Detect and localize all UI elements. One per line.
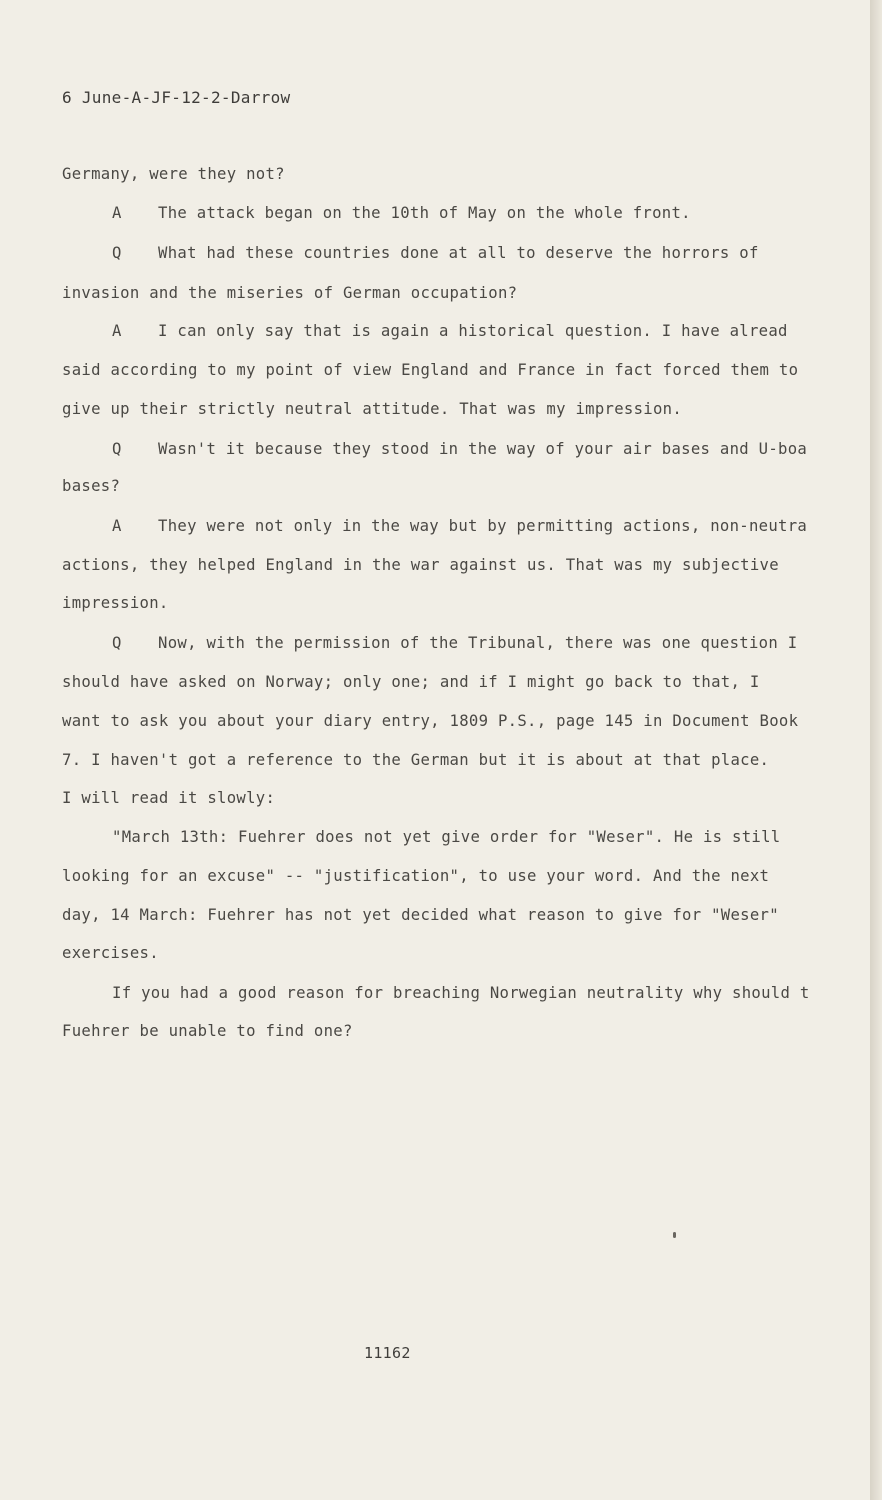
text-line: said according to my point of view England and France in fact forced them to	[62, 361, 799, 379]
text-line: looking for an excuse" -- "justification", to use your word. And the next	[62, 867, 770, 885]
testimony-line: They were not only in the way but by permitting actions, non-neutra	[158, 517, 808, 535]
text-line: "March 13th: Fuehrer does not yet give order for "Weser". He is still	[112, 828, 781, 846]
text-line: bases?	[62, 477, 121, 495]
page-number: 11162	[364, 1344, 411, 1362]
text-line: 7. I haven't got a reference to the German but it is about at that place.	[62, 751, 770, 769]
text-line: I will read it slowly:	[62, 789, 276, 807]
ink-speck	[673, 1232, 676, 1238]
text-line: invasion and the miseries of German occupation?	[62, 284, 518, 302]
testimony-line: I can only say that is again a historical question. I have alread	[158, 322, 788, 340]
testimony-marker: A	[112, 322, 122, 340]
testimony-marker: Q	[112, 244, 122, 262]
testimony-line: Wasn't it because they stood in the way of your air bases and U-boa	[158, 440, 808, 458]
testimony-marker: A	[112, 204, 122, 222]
testimony-marker: Q	[112, 440, 122, 458]
text-line: give up their strictly neutral attitude. That was my impression.	[62, 400, 683, 418]
text-line: Germany, were they not?	[62, 165, 285, 183]
testimony-line: Now, with the permission of the Tribunal, there was one question I	[158, 634, 798, 652]
testimony-line: What had these countries done at all to deserve the horrors of	[158, 244, 759, 262]
text-line: day, 14 March: Fuehrer has not yet decided what reason to give for "Weser"	[62, 906, 779, 924]
testimony-line: The attack began on the 10th of May on the whole front.	[158, 204, 691, 222]
text-line: If you had a good reason for breaching Norwegian neutrality why should t	[112, 984, 810, 1002]
text-line: impression.	[62, 594, 169, 612]
text-line: want to ask you about your diary entry, 1809 P.S., page 145 in Document Book	[62, 712, 799, 730]
page-edge	[870, 0, 882, 1500]
text-line: exercises.	[62, 944, 159, 962]
text-line: should have asked on Norway; only one; and if I might go back to that, I	[62, 673, 760, 691]
text-line: Fuehrer be unable to find one?	[62, 1022, 353, 1040]
text-line: actions, they helped England in the war against us. That was my subjective	[62, 556, 779, 574]
document-header: 6 June-A-JF-12-2-Darrow	[62, 88, 291, 107]
testimony-marker: A	[112, 517, 122, 535]
testimony-marker: Q	[112, 634, 122, 652]
